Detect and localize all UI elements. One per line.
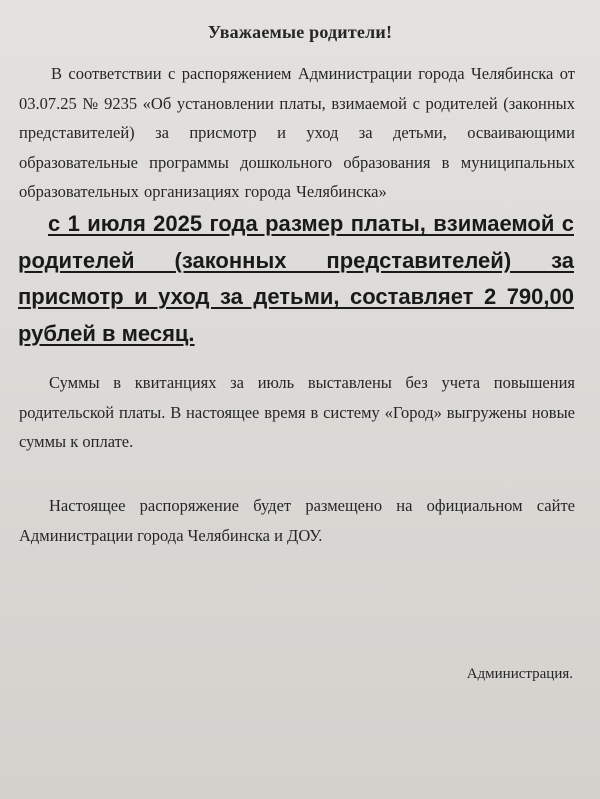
signature: Администрация. xyxy=(466,666,573,682)
fee-notice: с 1 июля 2025 года размер платы, взимаемой с родителей (законных представителей) за присмотр и уход за детьми, составляет 2 790,00 рублей в месяц. xyxy=(18,211,574,346)
publication-paragraph: Настоящее распоряжение будет размещено на официальном сайте Администрации города Челябинска и ДОУ. xyxy=(19,496,575,545)
intro-paragraph: В соответствии с распоряжением Администрации города Челябинска от 03.07.25 № 9235 «Об установлении платы, взимаемой с родителей (законных представителей) за присмотр и уход за детьми, осваивающими образовательные программы дошкольного образования в муниципальных образовательных организациях города Челябинска» xyxy=(19,64,575,201)
receipts-paragraph: Суммы в квитанциях за июль выставлены без учета повышения родительской платы. В настоящее время в систему «Город» выгружены новые суммы к оплате. xyxy=(19,373,575,451)
document-title: Уважаемые родители! xyxy=(207,22,393,42)
